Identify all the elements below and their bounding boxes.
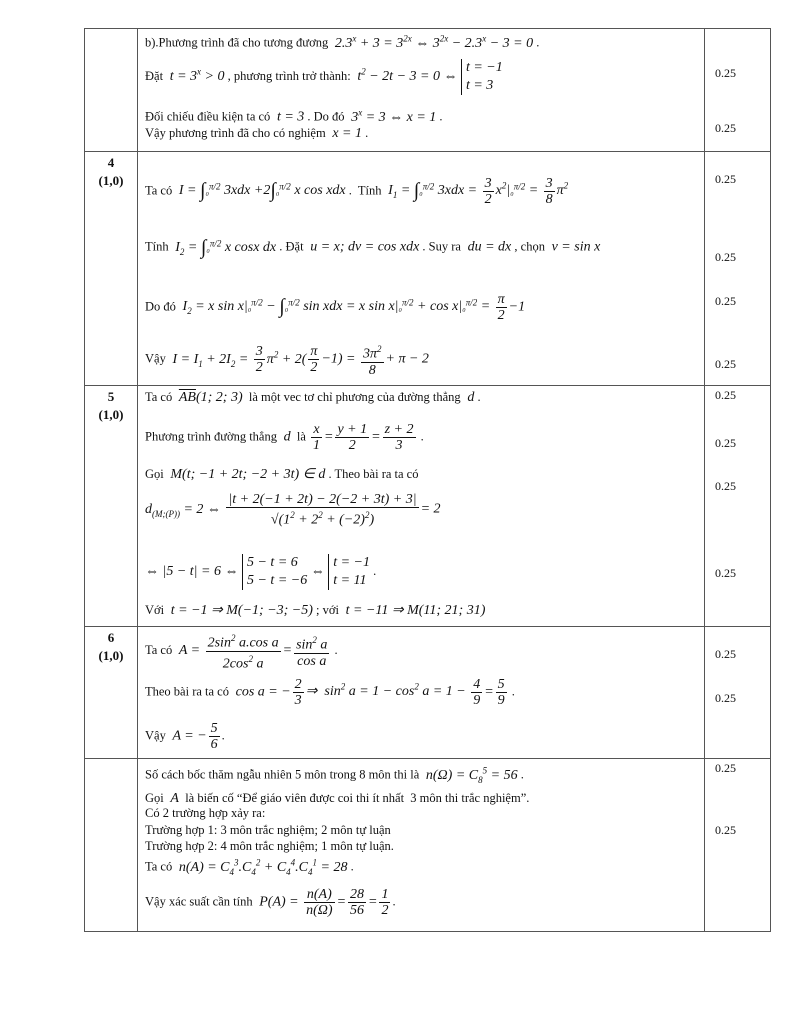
solution-line: Ta có A = $\frac{2\sin^2 a.\cos a}{2\cos^2 a}$ = $\frac{\sin^2 a}{\text{cos a}}$ .: [145, 633, 338, 672]
solution-line: Phương trình đường thẳng d là $\frac{x}{1}$ = $\frac{y + 1}{2}$ = $\frac{z + 2}{3}$ .: [145, 422, 424, 453]
score-value: 0.25: [715, 691, 736, 705]
solution-cell: [138, 627, 705, 759]
solution-line: b).Phương trình đã cho tương đương $2.3^x + 3 = 3^{2x}$ ⇔ $3^{2x} - 2.3^x - 3 = 0$ .: [145, 33, 540, 51]
question-number-cell: [85, 386, 138, 627]
solution-line: Với t = −1 ⇒ M(−1; −3; −5) ; với t = −11 ⇒ M(11; 21; 31): [145, 603, 486, 618]
row-q7: [85, 759, 771, 932]
score-cell: [705, 152, 771, 386]
solution-line: Gọi A là biến cố “Để giáo viên được coi thi ít nhất 3 môn thi trắc nghiệm”.: [145, 791, 530, 806]
solution-cell: [138, 152, 705, 386]
score-value: 0.25: [715, 172, 736, 186]
score-cell: [705, 627, 771, 759]
question-number-cell: [85, 29, 138, 152]
solution-line: Đặt $t = 3^x > 0$ , phương trình trở thành: $t^2 - 2t - 3 = 0$ ⇔ t = −1 t = 3: [145, 60, 503, 93]
solution-line: Vậy A = − $\frac{5}{6}$ .: [145, 721, 225, 752]
solution-cell: [138, 386, 705, 627]
solution-line: ⇔ |5 − t| = 6 ⇔ 5 − t = 6 5 − t = −6 ⇔ t = −1 t = 11 .: [145, 555, 377, 588]
score-value: 0.25: [715, 250, 736, 264]
score-value: 0.25: [715, 761, 736, 775]
score-value: 0.25: [715, 357, 736, 371]
case-bracket: t = −1 t = 11: [328, 554, 370, 590]
solution-line: Ta có $n(A) = C_4^3.C_4^2 + C_4^4.C_4^1 = 28$ .: [145, 857, 354, 877]
row-q5: [85, 386, 771, 627]
score-value: 0.25: [715, 436, 736, 450]
row-q4: [85, 152, 771, 386]
solution-line: Trường hợp 1: 3 môn trắc nghiệm; 2 môn tự luận: [145, 823, 391, 837]
score-value: 0.25: [715, 823, 736, 837]
question-points: (1,0): [98, 173, 124, 188]
score-value: 0.25: [715, 294, 736, 308]
solution-line: Ta có $\overline{AB}(1$; 2; 3) là một vec tơ chỉ phương của đường thẳng d .: [145, 390, 481, 405]
solution-line: $d_{(M;(P))} = 2$ ⇔ $\frac{|t + 2(-1 + 2t) - 2(-2 + 3t) + 3|}{√(1^2 + 2^2 + (-2)^2)}$ = 2: [145, 492, 441, 528]
question-points: (1,0): [98, 407, 124, 422]
score-cell: [705, 759, 771, 932]
solution-line: Vậy $I = I_1 + 2I_2$ = $\frac{3}{2}$ $\pi^2 + 2$( $\frac{\pi}{2}$ −1) = $\frac{3\pi^2}{8}$ + π − 2: [145, 344, 429, 378]
solution-line: Vậy phương trình đã cho có nghiệm x = 1 .: [145, 126, 369, 141]
row-q6: [85, 627, 771, 759]
solution-line: Do đó $I_2 = x$ sin x|₀π/2 − ∫₀π/2 sin xdx = x sin x|₀π/2 + cos x|₀π/2 = $\frac{\pi}{2}$ −1: [145, 292, 526, 323]
score-value: 0.25: [715, 647, 736, 661]
row-q3b: [85, 29, 771, 152]
solution-cell: [138, 29, 705, 152]
score-value: 0.25: [715, 479, 736, 493]
solution-line: Trường hợp 2: 4 môn trắc nghiệm; 1 môn tự luận.: [145, 839, 394, 853]
question-number-cell: [85, 759, 138, 932]
question-number: 6: [107, 630, 115, 645]
solution-line: Gọi M(t; −1 + 2t; −2 + 3t) ∈ d . Theo bài ra ta có: [145, 467, 419, 482]
case-bracket: 5 − t = 6 5 − t = −6: [242, 554, 307, 590]
score-cell: [705, 29, 771, 152]
question-number: 5: [107, 389, 115, 404]
score-value: 0.25: [715, 66, 736, 80]
score-cell: [705, 386, 771, 627]
answer-key-table: [84, 28, 771, 932]
question-number: 4: [107, 155, 115, 170]
solution-line: Đối chiếu điều kiện ta có t = 3 . Do đó $3^x = 3$ ⇔ x = 1 .: [145, 107, 443, 125]
solution-line: Vậy xác suất cần tính P(A) = $\frac{n(A)}{n(\Omega)}$ = $\frac{28}{56}$ = $\frac{1}{2}$ .: [145, 887, 396, 918]
question-points: (1,0): [98, 648, 124, 663]
question-number-cell: [85, 627, 138, 759]
solution-cell: [138, 759, 705, 932]
score-value: 0.25: [715, 388, 736, 402]
solution-line: Theo bài ra ta có cos a = − $\frac{2}{3}$ ⇒ $\sin^2 a = 1 - \cos^2 a = 1$ − $\frac{4}{9}$ = $\frac{5}{9}$ .: [145, 677, 515, 708]
score-value: 0.25: [715, 121, 736, 135]
case-bracket: t = −1 t = 3: [461, 59, 503, 95]
solution-line: Ta có I = ∫₀π/2 3xdx +2∫₀π/2 x cos xdx . Tính $I_1 = \int_0\pi/2$ 3xdx = $\frac{3}{2}$ $x^2|_0\pi/2$ = $\frac{3}{8}$ $\pi^2$: [145, 176, 569, 207]
solution-line: Số cách bốc thăm ngẫu nhiên 5 môn trong 8 môn thi là $n(\Omega) = C_8^5 = 56$ .: [145, 765, 524, 785]
solution-line: Tính $I_2 = \int_0\pi/2$ x cosx dx . Đặt u = x; dv = cos xdx . Suy ra du = dx , chọn v = sin x: [145, 236, 601, 258]
question-number-cell: [85, 152, 138, 386]
score-value: 0.25: [715, 566, 736, 580]
solution-line: Có 2 trường hợp xảy ra:: [145, 806, 266, 820]
